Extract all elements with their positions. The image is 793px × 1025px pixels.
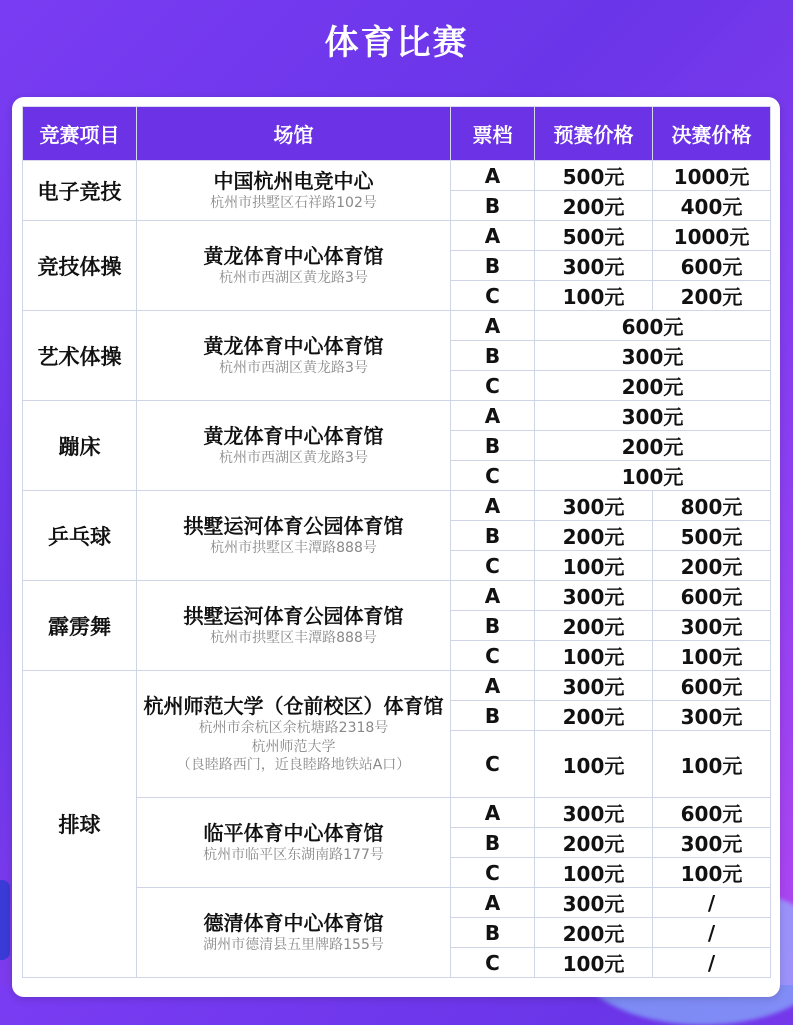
ticket-tier-cell: B [451, 431, 535, 461]
final-price-cell: / [653, 918, 771, 948]
table-row [23, 491, 771, 521]
venue-address: 杭州市西湖区黄龙路3号 [219, 360, 368, 377]
venue-name: 临平体育中心体育馆 [203, 821, 384, 846]
ticket-tier-cell: A [451, 671, 535, 701]
ticket-tier-cell: B [451, 828, 535, 858]
ticket-tier-cell: A [451, 401, 535, 431]
table-row [23, 161, 771, 191]
page-title: 体育比赛 [324, 22, 469, 63]
final-price-cell: 100元 [653, 731, 771, 798]
event-name-cell: 竞技体操 [23, 221, 137, 311]
venue-address: 杭州市拱墅区石祥路102号 [210, 195, 377, 212]
prelim-price-cell: 100元 [535, 281, 653, 311]
event-name-cell: 排球 [23, 671, 137, 978]
venue-cell [137, 161, 451, 221]
event-name-cell: 电子竞技 [23, 161, 137, 221]
column-header-tier: 票档 [451, 107, 535, 161]
event-name-cell: 蹦床 [23, 401, 137, 491]
prelim-price-cell: 200元 [535, 611, 653, 641]
venue-address: 杭州市拱墅区丰潭路888号 [210, 630, 377, 647]
ticket-tier-cell: A [451, 311, 535, 341]
venue-address: （良睦路西门，近良睦路地铁站A口） [176, 757, 411, 774]
combined-price-cell: 200元 [535, 431, 771, 461]
table-row [23, 401, 771, 431]
column-header-final-price: 决赛价格 [653, 107, 771, 161]
ticket-tier-cell: B [451, 918, 535, 948]
venue-name: 黄龙体育中心体育馆 [203, 244, 384, 269]
venue-name: 黄龙体育中心体育馆 [203, 424, 384, 449]
ticket-tier-cell: C [451, 641, 535, 671]
final-price-cell: 100元 [653, 858, 771, 888]
prelim-price-cell: 500元 [535, 161, 653, 191]
final-price-cell: 1000元 [653, 221, 771, 251]
venue-cell [137, 888, 451, 978]
ticket-tier-cell: A [451, 798, 535, 828]
ticket-tier-cell: A [451, 161, 535, 191]
table-body [23, 161, 771, 978]
venue-address: 杭州市西湖区黄龙路3号 [219, 450, 368, 467]
prelim-price-cell: 300元 [535, 888, 653, 918]
prelim-price-cell: 500元 [535, 221, 653, 251]
ticket-tier-cell: C [451, 858, 535, 888]
ticket-tier-cell: C [451, 948, 535, 978]
venue-name: 拱墅运河体育公园体育馆 [183, 604, 404, 629]
column-header-prelim-price: 预赛价格 [535, 107, 653, 161]
prelim-price-cell: 200元 [535, 828, 653, 858]
final-price-cell: 300元 [653, 611, 771, 641]
venue-address: 杭州市余杭区余杭塘路2318号 [198, 719, 389, 736]
venue-cell [137, 798, 451, 888]
prelim-price-cell: 300元 [535, 251, 653, 281]
event-name-cell: 艺术体操 [23, 311, 137, 401]
venue-name: 杭州师范大学（仓前校区）体育馆 [143, 693, 444, 718]
ticket-tier-cell: B [451, 191, 535, 221]
venue-name: 中国杭州电竞中心 [213, 169, 374, 194]
final-price-cell: 200元 [653, 551, 771, 581]
decorative-shape [0, 880, 10, 960]
final-price-cell: / [653, 888, 771, 918]
final-price-cell: 600元 [653, 798, 771, 828]
ticket-tier-cell: A [451, 888, 535, 918]
ticket-tier-cell: B [451, 611, 535, 641]
venue-address: 湖州市德清县五里牌路155号 [203, 937, 384, 954]
final-price-cell: 200元 [653, 281, 771, 311]
venue-cell [137, 671, 451, 798]
ticket-price-table [22, 106, 771, 978]
prelim-price-cell: 300元 [535, 798, 653, 828]
table-row [23, 221, 771, 251]
ticket-tier-cell: B [451, 701, 535, 731]
ticket-tier-cell: C [451, 281, 535, 311]
ticket-tier-cell: C [451, 461, 535, 491]
prelim-price-cell: 200元 [535, 191, 653, 221]
prelim-price-cell: 100元 [535, 858, 653, 888]
ticket-price-card [12, 97, 780, 997]
ticket-tier-cell: A [451, 221, 535, 251]
ticket-tier-cell: B [451, 341, 535, 371]
table-header-row [23, 107, 771, 161]
ticket-tier-cell: C [451, 551, 535, 581]
table-row [23, 671, 771, 701]
combined-price-cell: 200元 [535, 371, 771, 401]
prelim-price-cell: 200元 [535, 521, 653, 551]
final-price-cell: / [653, 948, 771, 978]
prelim-price-cell: 100元 [535, 948, 653, 978]
final-price-cell: 600元 [653, 581, 771, 611]
prelim-price-cell: 200元 [535, 701, 653, 731]
final-price-cell: 400元 [653, 191, 771, 221]
final-price-cell: 500元 [653, 521, 771, 551]
prelim-price-cell: 300元 [535, 581, 653, 611]
venue-cell [137, 401, 451, 491]
page-header [0, 0, 793, 78]
combined-price-cell: 300元 [535, 401, 771, 431]
venue-address: 杭州师范大学 [251, 738, 336, 755]
final-price-cell: 1000元 [653, 161, 771, 191]
combined-price-cell: 600元 [535, 311, 771, 341]
venue-address: 杭州市临平区东湖南路177号 [203, 847, 384, 864]
final-price-cell: 600元 [653, 671, 771, 701]
event-name-cell: 霹雳舞 [23, 581, 137, 671]
column-header-venue: 场馆 [137, 107, 451, 161]
ticket-tier-cell: B [451, 251, 535, 281]
column-header-event: 竞赛项目 [23, 107, 137, 161]
ticket-tier-cell: B [451, 521, 535, 551]
prelim-price-cell: 300元 [535, 671, 653, 701]
prelim-price-cell: 100元 [535, 731, 653, 798]
venue-name: 黄龙体育中心体育馆 [203, 334, 384, 359]
final-price-cell: 300元 [653, 828, 771, 858]
venue-cell [137, 491, 451, 581]
combined-price-cell: 300元 [535, 341, 771, 371]
final-price-cell: 600元 [653, 251, 771, 281]
table-row [23, 311, 771, 341]
combined-price-cell: 100元 [535, 461, 771, 491]
prelim-price-cell: 200元 [535, 918, 653, 948]
event-name-cell: 乒乓球 [23, 491, 137, 581]
venue-address: 杭州市拱墅区丰潭路888号 [210, 540, 377, 557]
ticket-tier-cell: C [451, 731, 535, 798]
ticket-tier-cell: A [451, 581, 535, 611]
venue-cell [137, 311, 451, 401]
venue-cell [137, 221, 451, 311]
venue-cell [137, 581, 451, 671]
prelim-price-cell: 300元 [535, 491, 653, 521]
final-price-cell: 100元 [653, 641, 771, 671]
table-row [23, 581, 771, 611]
prelim-price-cell: 100元 [535, 551, 653, 581]
final-price-cell: 300元 [653, 701, 771, 731]
ticket-tier-cell: C [451, 371, 535, 401]
venue-address: 杭州市西湖区黄龙路3号 [219, 270, 368, 287]
venue-name: 德清体育中心体育馆 [203, 911, 384, 936]
venue-name: 拱墅运河体育公园体育馆 [183, 514, 404, 539]
final-price-cell: 800元 [653, 491, 771, 521]
prelim-price-cell: 100元 [535, 641, 653, 671]
ticket-tier-cell: A [451, 491, 535, 521]
